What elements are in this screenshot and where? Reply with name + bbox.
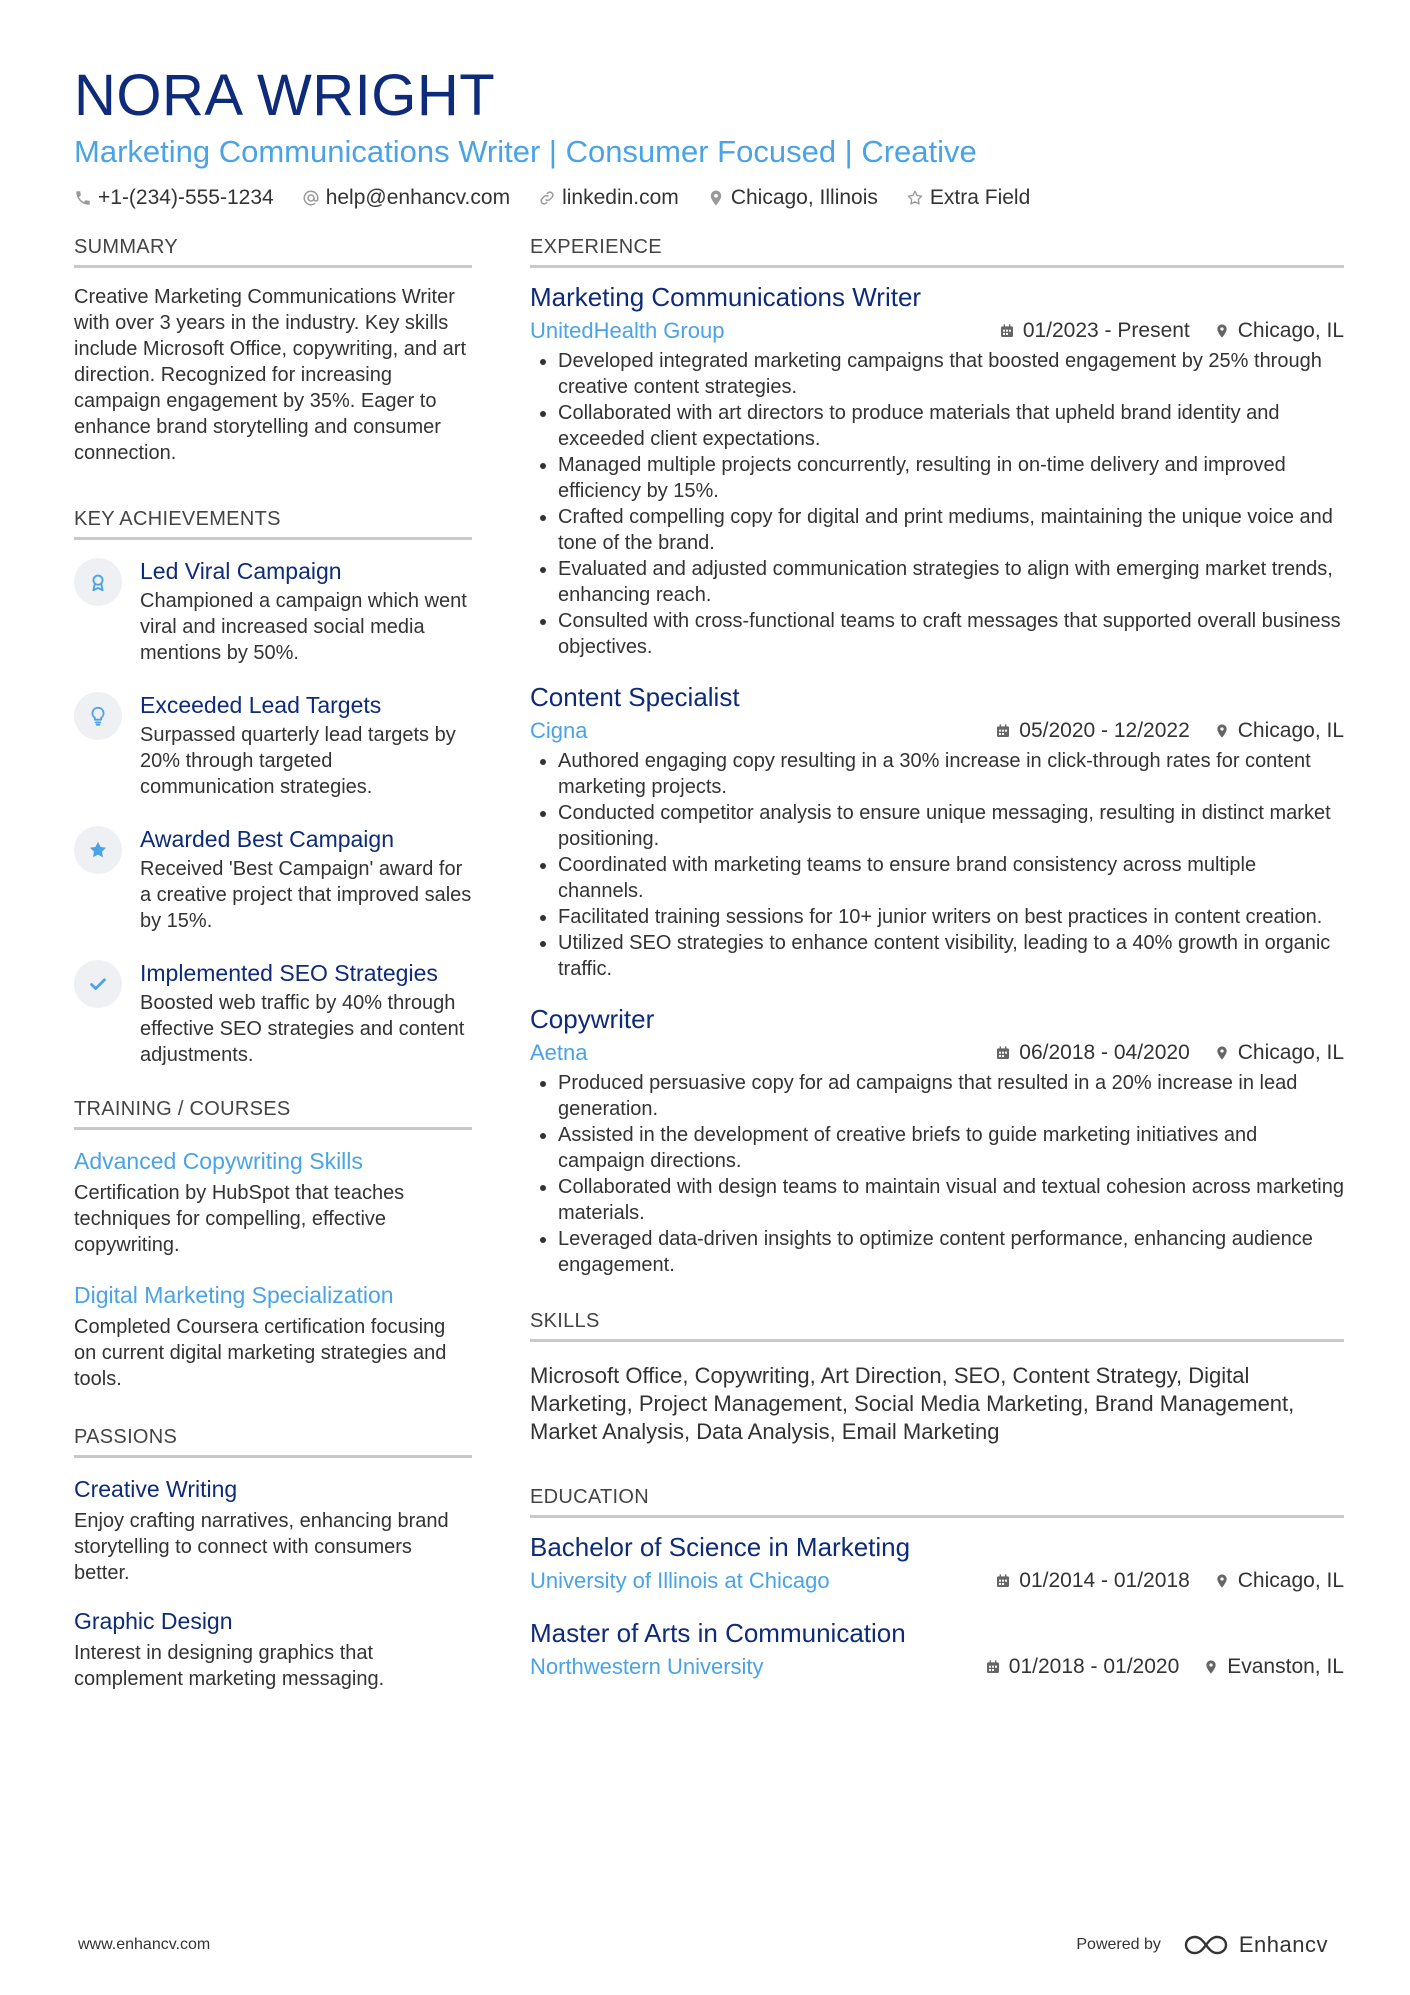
job-bullet: • Developed integrated marketing campaigns that boosted engagement by 25% through creative content strategies. xyxy=(558,348,1344,400)
job-company: Cigna xyxy=(530,718,588,743)
page-footer xyxy=(78,1932,1328,1958)
job-entry xyxy=(530,280,1344,660)
education-entry xyxy=(530,1530,1344,1596)
left-column xyxy=(74,236,472,1734)
job-location-text: Chicago, IL xyxy=(1237,319,1344,342)
job-dates xyxy=(999,319,1190,343)
job-bullet: • Assisted in the development of creative briefs to guide marketing initiatives and campaign directions. xyxy=(558,1122,1344,1174)
achievement-title: Implemented SEO Strategies xyxy=(140,960,438,986)
section-title-summary: SUMMARY xyxy=(74,236,472,268)
course-title: Advanced Copywriting Skills xyxy=(74,1148,363,1174)
passion-item xyxy=(74,1606,472,1692)
job-dates xyxy=(995,1041,1189,1065)
education-location-text: Chicago, IL xyxy=(1237,1569,1344,1592)
at-icon xyxy=(302,189,320,207)
education-meta xyxy=(530,1566,1344,1596)
job-bullet: • Collaborated with art directors to produce materials that upheld brand identity and exceeded client expectations. xyxy=(558,400,1344,452)
job-bullet: • Produced persuasive copy for ad campaigns that resulted in a 20% increase in lead generation. xyxy=(558,1070,1344,1122)
course-title: Digital Marketing Specialization xyxy=(74,1282,394,1308)
achievement-title: Awarded Best Campaign xyxy=(140,826,394,852)
job-bullet: • Coordinated with marketing teams to ensure brand consistency across multiple channels. xyxy=(558,852,1344,904)
job-meta xyxy=(530,716,1344,746)
passion-title: Creative Writing xyxy=(74,1476,238,1502)
contact-extra-text: Extra Field xyxy=(929,186,1031,209)
course-text: Certification by HubSpot that teaches techniques for compelling, effective copywriting. xyxy=(74,1182,405,1256)
job-bullets xyxy=(530,748,1344,982)
job-dates-text: 01/2023 - Present xyxy=(1022,319,1190,342)
location-icon xyxy=(1214,1573,1230,1589)
passion-item xyxy=(74,1474,472,1586)
job-location-text: Chicago, IL xyxy=(1237,1041,1344,1064)
education-dates-text: 01/2018 - 01/2020 xyxy=(1008,1655,1180,1678)
contact-bar xyxy=(74,186,1344,210)
section-title-skills: SKILLS xyxy=(530,1310,1344,1342)
footer-branding xyxy=(1076,1932,1328,1958)
summary-section xyxy=(74,236,472,466)
education-school: Northwestern University xyxy=(530,1654,764,1679)
job-bullet: • Evaluated and adjusted communication strategies to align with emerging market trends, enhancing reach. xyxy=(558,556,1344,608)
candidate-name: NORA WRIGHT xyxy=(74,63,496,128)
calendar-icon xyxy=(999,323,1015,339)
passion-text: Enjoy crafting narratives, enhancing brand storytelling to connect with consumers better. xyxy=(74,1510,449,1584)
contact-linkedin-text: linkedin.com xyxy=(562,186,679,209)
training-section xyxy=(74,1098,472,1392)
section-title-achievements: KEY ACHIEVEMENTS xyxy=(74,508,472,540)
job-meta-right xyxy=(995,1041,1344,1065)
footer-site-link[interactable]: www.enhancv.com xyxy=(78,1936,211,1953)
contact-email[interactable] xyxy=(302,186,510,210)
achievement-text: Boosted web traffic by 40% through effective SEO strategies and content adjustments. xyxy=(140,992,465,1066)
job-bullet: • Managed multiple projects concurrently, resulting in on-time delivery and improved efficiency by 15%. xyxy=(558,452,1344,504)
achievement-item xyxy=(74,958,472,1068)
education-dates-text: 01/2014 - 01/2018 xyxy=(1019,1569,1190,1592)
job-role: Copywriter xyxy=(530,1004,655,1034)
job-role: Content Specialist xyxy=(530,682,740,712)
brand-name: Enhancv xyxy=(1238,1932,1328,1957)
right-column xyxy=(530,236,1344,1724)
education-location-text: Evanston, IL xyxy=(1227,1655,1344,1678)
contact-extra xyxy=(906,186,1030,210)
education-location xyxy=(1203,1655,1344,1679)
education-dates xyxy=(995,1569,1189,1593)
education-entry xyxy=(530,1616,1344,1682)
achievement-text: Received 'Best Campaign' award for a creative project that improved sales by 15%. xyxy=(140,858,472,932)
job-bullet: • Collaborated with design teams to maintain visual and textual cohesion across marketing materials. xyxy=(558,1174,1344,1226)
contact-location xyxy=(707,186,878,210)
achievement-text: Surpassed quarterly lead targets by 20% through targeted communication strategies. xyxy=(140,724,456,798)
education-degree: Bachelor of Science in Marketing xyxy=(530,1532,911,1562)
calendar-icon xyxy=(995,1045,1011,1061)
enhancv-logo[interactable] xyxy=(1183,1932,1328,1958)
achievement-item xyxy=(74,556,472,666)
phone-icon xyxy=(74,189,92,207)
contact-phone-text: +1-(234)-555-1234 xyxy=(98,186,274,209)
achievement-item xyxy=(74,824,472,934)
skills-section xyxy=(530,1310,1344,1446)
calendar-icon xyxy=(995,1573,1011,1589)
job-meta-right xyxy=(999,319,1344,343)
achievements-section xyxy=(74,508,472,1068)
education-meta-right xyxy=(995,1569,1344,1593)
job-bullets xyxy=(530,1070,1344,1278)
contact-linkedin[interactable] xyxy=(538,186,679,210)
achievement-item xyxy=(74,690,472,800)
star-icon xyxy=(906,189,924,207)
job-meta xyxy=(530,1038,1344,1068)
achievement-title: Exceeded Lead Targets xyxy=(140,692,382,718)
contact-email-text: help@enhancv.com xyxy=(325,186,511,209)
passion-title: Graphic Design xyxy=(74,1608,233,1634)
check-icon xyxy=(74,960,122,1008)
job-location xyxy=(1214,319,1344,343)
job-dates-text: 06/2018 - 04/2020 xyxy=(1019,1041,1190,1064)
calendar-icon xyxy=(995,723,1011,739)
passion-text: Interest in designing graphics that complement marketing messaging. xyxy=(74,1642,385,1690)
job-bullets xyxy=(530,348,1344,660)
award-icon xyxy=(74,558,122,606)
job-bullet: • Conducted competitor analysis to ensure unique messaging, resulting in distinct market positioning. xyxy=(558,800,1344,852)
job-company: Aetna xyxy=(530,1040,588,1065)
job-bullet: • Authored engaging copy resulting in a 30% increase in click-through rates for content marketing projects. xyxy=(558,748,1344,800)
experience-section xyxy=(530,236,1344,1278)
course-item xyxy=(74,1146,472,1258)
education-meta xyxy=(530,1652,1344,1682)
achievement-text: Championed a campaign which went viral and increased social media mentions by 50%. xyxy=(140,590,467,664)
location-icon xyxy=(1214,323,1230,339)
course-item xyxy=(74,1280,472,1392)
education-school: University of Illinois at Chicago xyxy=(530,1568,830,1593)
job-entry xyxy=(530,680,1344,982)
contact-phone[interactable] xyxy=(74,186,274,210)
location-icon xyxy=(707,189,725,207)
contact-location-text: Chicago, Illinois xyxy=(730,186,878,209)
job-bullet: • Crafted compelling copy for digital and print mediums, maintaining the unique voice and tone of the brand. xyxy=(558,504,1344,556)
job-bullet: • Utilized SEO strategies to enhance content visibility, leading to a 40% growth in organic traffic. xyxy=(558,930,1344,982)
job-location-text: Chicago, IL xyxy=(1237,719,1344,742)
job-entry xyxy=(530,1002,1344,1278)
education-section xyxy=(530,1486,1344,1682)
education-degree: Master of Arts in Communication xyxy=(530,1618,906,1648)
achievement-title: Led Viral Campaign xyxy=(140,558,342,584)
education-dates xyxy=(985,1655,1179,1679)
job-location xyxy=(1214,719,1344,743)
lightbulb-icon xyxy=(74,692,122,740)
job-dates xyxy=(995,719,1189,743)
section-title-experience: EXPERIENCE xyxy=(530,236,1344,268)
location-icon xyxy=(1203,1659,1219,1675)
job-company: UnitedHealth Group xyxy=(530,318,725,343)
location-icon xyxy=(1214,1045,1230,1061)
candidate-tagline: Marketing Communications Writer | Consumer Focused | Creative xyxy=(74,134,977,169)
calendar-icon xyxy=(985,1659,1001,1675)
job-bullet: • Leveraged data-driven insights to optimize content performance, enhancing audience engagement. xyxy=(558,1226,1344,1278)
education-location xyxy=(1214,1569,1344,1593)
job-location xyxy=(1214,1041,1344,1065)
star-icon xyxy=(74,826,122,874)
skills-text: Microsoft Office, Copywriting, Art Direction, SEO, Content Strategy, Digital Marketing, Project Management, Social Media Marketing, Brand Management, Market Analysis, Data Analysis, Email Marketing xyxy=(530,1363,1295,1444)
summary-text: Creative Marketing Communications Writer with over 3 years in the industry. Key skills include Microsoft Office, copywriting, and art direction. Recognized for increasing campaign engagement by 35%. Eager to enhance brand storytelling and consumer connection. xyxy=(74,286,467,464)
section-title-training: TRAINING / COURSES xyxy=(74,1098,472,1130)
infinity-logo-icon xyxy=(1183,1934,1229,1956)
education-meta-right xyxy=(985,1655,1344,1679)
job-meta-right xyxy=(995,719,1344,743)
link-icon xyxy=(538,189,556,207)
job-dates-text: 05/2020 - 12/2022 xyxy=(1019,719,1190,742)
job-bullet: • Facilitated training sessions for 10+ junior writers on best practices in content creation. xyxy=(558,904,1344,930)
section-title-passions: PASSIONS xyxy=(74,1426,472,1458)
powered-by-label: Powered by xyxy=(1076,1936,1161,1953)
job-bullet: • Consulted with cross-functional teams to craft messages that supported overall business objectives. xyxy=(558,608,1344,660)
job-meta xyxy=(530,316,1344,346)
passions-section xyxy=(74,1426,472,1692)
job-role: Marketing Communications Writer xyxy=(530,282,922,312)
location-icon xyxy=(1214,723,1230,739)
resume-header xyxy=(74,62,1344,210)
course-text: Completed Coursera certification focusing on current digital marketing strategies and tools. xyxy=(74,1316,447,1390)
section-title-education: EDUCATION xyxy=(530,1486,1344,1518)
